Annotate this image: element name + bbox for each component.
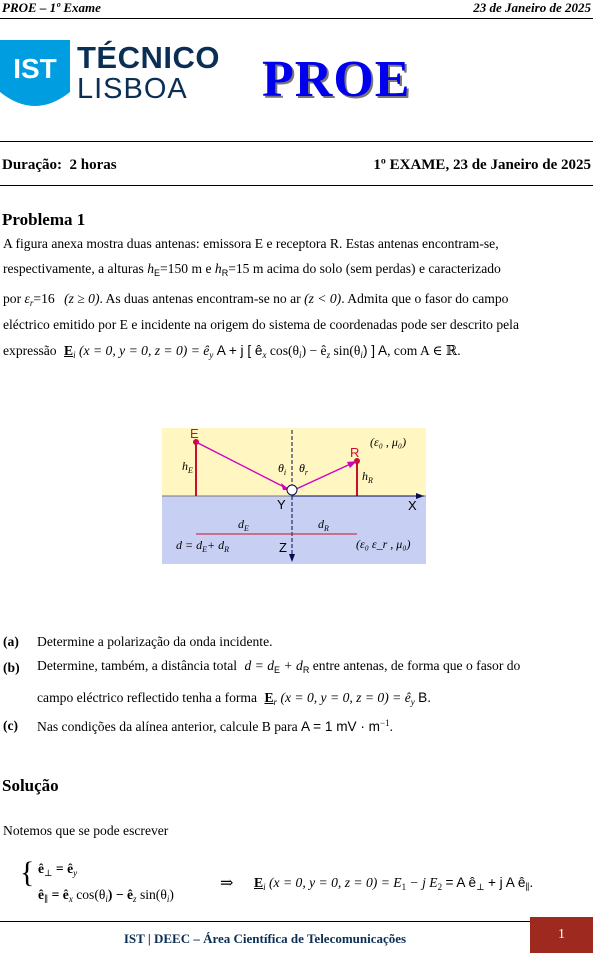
label-dE: $d_E$	[238, 517, 249, 533]
label-E: E	[190, 428, 199, 441]
info-rule	[0, 185, 593, 186]
logo-line2: LISBOA	[77, 73, 188, 105]
logo-symbol: IST	[13, 53, 57, 84]
course-title: PROE	[262, 51, 411, 108]
var-eps: ε	[24, 291, 30, 306]
question-b-line-2: campo eléctrico reflectido tenha a forma $E_r$ (x = 0, y = 0, $z = 0) = ê_y$ B.	[37, 690, 431, 707]
expr: sin(θ	[139, 887, 167, 902]
expr: ) − ê	[107, 887, 134, 902]
text: . Admita que o fasor do campo	[341, 291, 509, 306]
expr: cos(θ	[269, 343, 300, 358]
text: acima do solo (sem perdas) e caracterizado	[266, 261, 501, 276]
text: Determine, também, a distância total	[37, 658, 238, 673]
var-h: h	[214, 261, 222, 276]
sub: ⊥	[44, 868, 53, 878]
sub-E: E	[153, 268, 160, 278]
label-Y: Y	[277, 497, 286, 512]
header-left: PROE – 1º Exame	[2, 0, 101, 15]
expr: sin(θ	[333, 343, 361, 358]
expr: (x = 0, y = 0, z = 0) = ê	[79, 343, 210, 358]
expr: A + j [ ê	[216, 343, 263, 358]
expr: = A ê	[445, 875, 477, 890]
problem-line-2	[3, 262, 501, 278]
header-right: 23 de Janeiro de 2025	[473, 0, 591, 15]
question-b-label: (b)	[3, 660, 20, 675]
text: .	[529, 875, 533, 890]
exam-name: 1º EXAME, 23 de Janeiro de 2025	[373, 157, 591, 173]
var-h: h	[147, 261, 154, 276]
solution-title: Solução	[2, 776, 59, 795]
solution-intro: Notemos que se pode escrever	[3, 823, 169, 838]
expr: = ê	[55, 861, 74, 876]
logo-line1: TÉCNICO	[77, 40, 220, 75]
question-b-line-1	[37, 658, 520, 675]
text: . As duas antenas encontram-se no ar	[99, 291, 301, 306]
expr: + j A ê	[487, 875, 526, 890]
question-a-text: Determine a polarização da onda incidente.	[37, 634, 273, 649]
expr: A = 1 mV · m	[301, 719, 380, 734]
problem-title: Problema 1	[2, 210, 86, 229]
expr: ê	[38, 887, 45, 902]
duration	[2, 157, 117, 174]
solution-eq-1	[38, 862, 77, 878]
duration-label: Duração:	[2, 157, 62, 173]
question-a-label: (a)	[3, 634, 19, 649]
header-rule	[0, 18, 593, 19]
problem-line-4: eléctrico emitido por E e incidente na origem do sistema de coordenadas pode ser descrito pela	[3, 317, 519, 332]
expr: )	[169, 887, 174, 902]
label-hR: $h_R$	[362, 469, 373, 485]
sub: E	[274, 665, 281, 675]
value-eps: =16	[33, 291, 55, 306]
text: e	[205, 261, 212, 276]
text: .	[389, 719, 393, 734]
sub: ∥	[44, 894, 49, 904]
text: Nas condições da alínea anterior, calcule B para	[37, 719, 298, 734]
solution-eq-2: $ê_\parallel$ = $ê_x$ $\cos(\theta_i)$ − $ê_z$ $\sin(\theta_i)$	[38, 887, 174, 904]
condition-2: (z < 0)	[304, 291, 342, 306]
text: , com A ∈ ℝ.	[387, 343, 461, 358]
footer-text: IST | DEEC – Área Científica de Telecomunicações	[123, 931, 407, 946]
text: expressão	[3, 343, 57, 358]
problem-line-1: A figura anexa mostra duas antenas: emissora E e receptora R. Estas antenas encontram-se,	[3, 236, 499, 251]
expr: ) ] A	[362, 343, 388, 358]
solution-result: $E_i$ (x = 0, y = 0, $z = 0) = E_1 - j$ $E_2 = A$ $ê_\perp + j$ A $ê_\parallel$.	[254, 875, 533, 892]
label-Z: Z	[279, 540, 287, 555]
label-X: X	[408, 498, 417, 513]
problem-line-3	[3, 292, 508, 308]
expr: + d	[283, 658, 303, 673]
label-R: R	[350, 445, 360, 460]
expr: − j E	[409, 875, 438, 890]
label-air: (ε₀ , μ₀)	[370, 435, 407, 449]
label-ground: (ε₀ ε_r , μ₀)	[356, 537, 411, 551]
sub: R	[302, 665, 310, 675]
text: B.	[418, 690, 431, 705]
sub-R: R	[221, 268, 229, 278]
expr: ) − ê	[301, 343, 327, 358]
sub: y	[73, 868, 78, 878]
label-hE: $h_E$	[182, 459, 193, 475]
value-hE: =150 m	[160, 261, 203, 276]
sub: x	[68, 894, 73, 904]
label-theta-r: $\theta_r$	[299, 461, 309, 477]
text: respectivamente, a alturas	[3, 261, 144, 276]
text: por	[3, 291, 22, 306]
expr: = ê	[51, 887, 69, 902]
exponent: −1	[380, 718, 390, 728]
antenna-figure	[162, 428, 426, 564]
label-dR: $d_R$	[318, 517, 329, 533]
text: entre antenas, de forma que o fasor do	[312, 658, 521, 673]
text: campo eléctrico reflectido tenha a forma	[37, 690, 258, 705]
ist-logo-icon	[0, 40, 70, 116]
expr: cos(θ	[76, 887, 106, 902]
origin-marker	[287, 485, 297, 495]
left-brace: {	[20, 856, 35, 889]
footer	[0, 921, 593, 966]
problem-line-5: expressão $E_i$ (x = 0, y = 0, $z = 0) = ê_y$ A + j [ $ê_x$ $\cos(\theta_i)$ − $ê_z$ $\sin(\theta_i)$ ] A, com A ∈ ℝ.	[3, 343, 461, 360]
label-theta-i: $\theta_i$	[278, 461, 287, 477]
expr: (x = 0, y = 0, z = 0) = E	[269, 875, 402, 890]
sub-r: r	[29, 298, 34, 308]
duration-value: 2 horas	[69, 157, 117, 173]
implies-arrow: ⇒	[220, 875, 234, 892]
title-rule	[0, 141, 593, 142]
expr: (x = 0, y = 0, z = 0) = ê	[280, 690, 411, 705]
question-c-label: (c)	[3, 718, 19, 733]
label-d-eq: $d = d_E+ d_R$	[176, 538, 229, 554]
expr: ê	[38, 861, 45, 876]
value-hR: =15 m	[228, 261, 264, 276]
question-c-text	[37, 718, 393, 735]
expr: d = d	[244, 658, 275, 673]
footer-rule	[0, 921, 530, 922]
page-number: 1	[530, 917, 593, 953]
condition-1: (z ≥ 0)	[64, 291, 100, 306]
